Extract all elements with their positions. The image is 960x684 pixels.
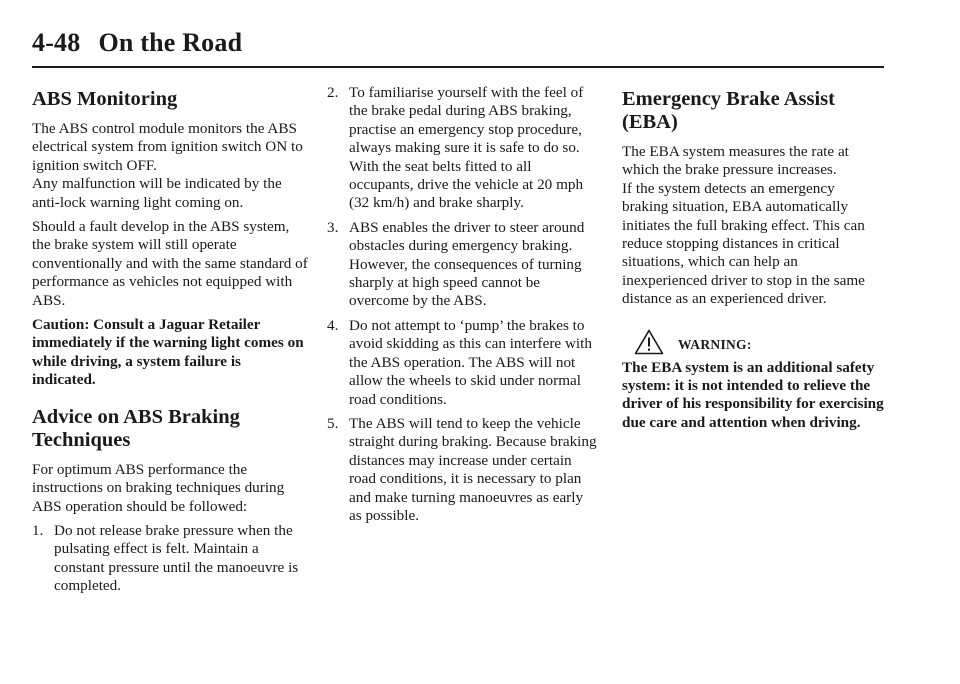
column-right	[622, 84, 884, 438]
warning-header	[634, 329, 884, 355]
column-middle	[327, 84, 599, 531]
warning-text: The EBA system is an additional safety system: it is not intended to relieve the driver of his responsibility for exercising due care and attention when driving.	[622, 358, 884, 431]
list-item-number: 1.	[32, 521, 44, 539]
list-item	[32, 522, 308, 596]
list-item-number: 3.	[327, 218, 339, 236]
paragraph: Should a fault develop in the ABS system, the brake system will still operate conventionally and with the same standard of performance as vehicles not equipped with ABS.	[32, 218, 308, 309]
heading-abs-monitoring: ABS Monitoring	[32, 88, 178, 110]
caution-text: Caution: Consult a Jaguar Retailer immediately if the warning light comes on while driving, a system failure is indicated.	[32, 316, 304, 389]
heading-abs-braking-techniques: Advice on ABS Braking Techniques	[32, 405, 240, 451]
section-title: On the Road	[98, 28, 243, 57]
paragraph: The EBA system measures the rate at which the brake pressure increases.	[622, 143, 849, 179]
steps-list	[327, 84, 599, 525]
heading-eba: Emergency Brake Assist (EBA)	[622, 88, 835, 133]
list-item-text: Do not release brake pressure when the pulsating effect is felt. Maintain a constant pressure until the manoeuvre is completed.	[54, 521, 299, 595]
list-item	[327, 317, 599, 409]
paragraph: For optimum ABS performance the instructions on braking techniques during ABS operation should be followed:	[32, 460, 285, 515]
page-header	[32, 28, 242, 58]
column-left	[32, 84, 308, 602]
warning-triangle-icon	[634, 329, 664, 355]
list-item	[327, 415, 599, 525]
list-item-text: Do not attempt to ‘pump’ the brakes to avoid skidding as this can interfere with the ABS operation. The ABS will not allow the wheels to skid under normal road conditions.	[349, 316, 592, 408]
page-number: 4-48	[32, 28, 81, 57]
header-rule	[32, 66, 884, 68]
warning-label: WARNING:	[678, 337, 752, 353]
paragraph: Any malfunction will be indicated by the anti-lock warning light coming on.	[32, 175, 282, 211]
list-item-number: 5.	[327, 414, 339, 432]
paragraph: If the system detects an emergency braking situation, EBA automatically initiates the full braking effect. This can reduce stopping distances in critical situations, which can help an inexperienced driver to stop in the same distance as an experienced driver.	[622, 179, 865, 308]
list-item-text: To familiarise yourself with the feel of the brake pedal during ABS braking, practise an emergency stop procedure, always making sure it is safe to do so. With the seat belts fitted to all occupants, drive the vehicle at 20 mph (32 km/h) and brake sharply.	[349, 84, 584, 212]
list-item-number: 4.	[327, 316, 339, 334]
list-item-text: The ABS will tend to keep the vehicle straight during braking. Because braking distances may increase under certain road conditions, it is necessary to plan and make turning manoeuvres as early as possible.	[349, 414, 597, 524]
list-item	[327, 84, 599, 213]
list-item	[327, 219, 599, 311]
list-item-text: ABS enables the driver to steer around obstacles during emergency braking. However, the consequences of turning sharply at high speed cannot be overcome by the ABS.	[349, 218, 585, 310]
list-item-number: 2.	[327, 84, 339, 101]
steps-list	[32, 522, 308, 596]
paragraph: The ABS control module monitors the ABS electrical system from ignition switch ON to ignition switch OFF.	[32, 120, 303, 174]
